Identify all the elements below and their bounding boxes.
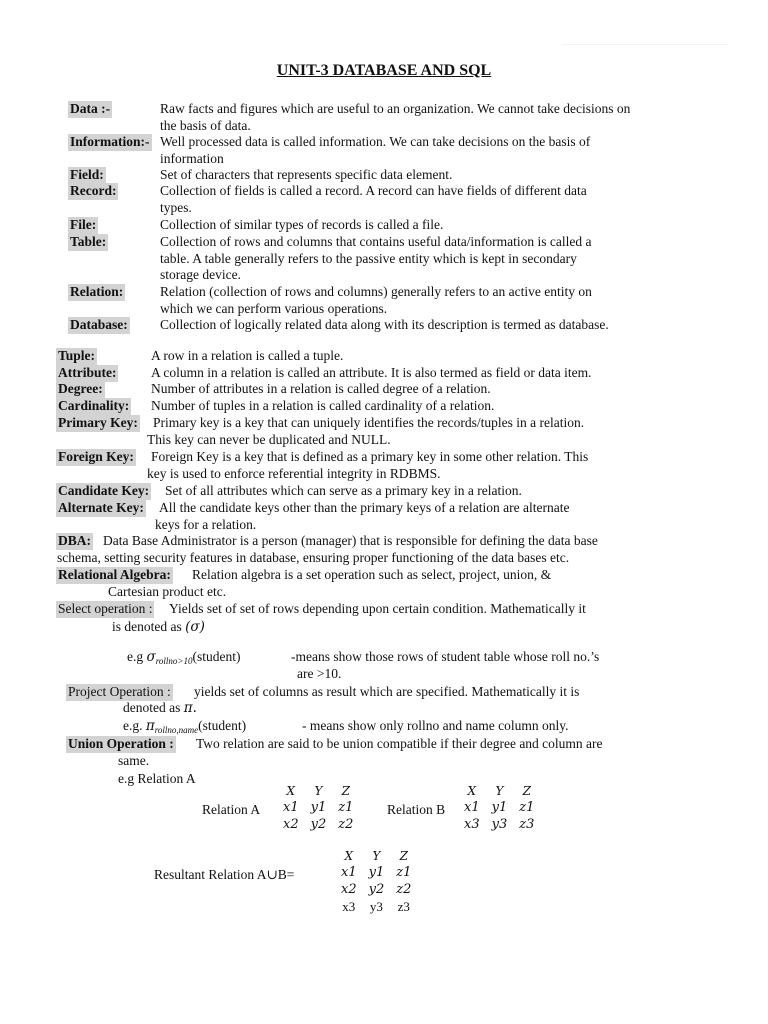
def-foreign-key-2: key is used to enforce referential integrity in RDBMS. [147,466,441,481]
table-cell: x2 [341,882,357,897]
def-dba-1: Data Base Administrator is a person (manager) that is responsible for defining the data base [103,533,598,548]
table-row [277,799,359,816]
table-cell: x1 [341,865,357,880]
def-cardinality: Number of tuples in a relation is called cardinality of a relation. [151,398,495,413]
def-select-text: is denoted as [112,619,182,634]
column-header: Z [522,784,531,798]
table-row [335,864,417,881]
def-dba-2: schema, setting security features in database, ensuring proper functioning of the data bases etc. [57,550,570,565]
relation-a-table [277,783,359,833]
def-line: Collection of logically related data along with its description is termed as database. [160,317,609,332]
def-line: types. [160,199,192,215]
term-select-operation: Select operation : [58,601,153,616]
table-header-row [277,783,359,799]
select-example-desc-1: -means show those rows of student table whose roll no.’s [291,649,600,664]
def-line: Relation (collection of rows and columns) generally refers to an active entity on [160,284,592,299]
table-cell: y1 [491,800,508,815]
table-cell: z1 [396,865,412,880]
term-file: File: [70,217,97,232]
column-header: X [286,784,296,798]
def-foreign-key-1: Foreign Key is a key that is defined as a primary key in some other relation. This [151,449,589,464]
def-line: table. A table generally refers to the passive entity which is kept in secondary [160,250,577,266]
table-row [458,816,540,833]
column-header: Z [341,784,350,798]
column-header: X [344,849,354,863]
def-line: the basis of data. [160,117,251,133]
term-attribute: Attribute: [58,365,117,380]
column-header: X [467,784,477,798]
def-select-1: Yields set of set of rows depending upon certain condition. Mathematically it [169,601,586,616]
column-header: Z [399,849,408,863]
pi-symbol: π [145,718,155,734]
def-candidate-key: Set of all attributes which can serve as a primary key in a relation. [165,483,522,498]
term-union-operation: Union Operation : [68,736,174,751]
def-table [160,234,720,284]
def-degree: Number of attributes in a relation is called degree of a relation. [151,381,491,396]
term-data: Data :- [70,101,111,116]
table-cell: z3 [397,899,410,914]
table-cell: y3 [491,817,508,832]
table-cell: z1 [338,800,354,815]
def-select-2 [112,619,205,636]
relation-b-label: Relation B [387,802,446,817]
select-argument: (student) [192,649,241,664]
table-row [335,881,417,898]
term-database: Database: [70,317,128,332]
def-line: Well processed data is called information. We can take decisions on the basis of [160,134,591,149]
term-cardinality: Cardinality: [58,398,130,413]
project-argument: (student) [198,718,247,733]
term-foreign-key: Foreign Key: [58,449,134,464]
def-project-2 [123,700,197,717]
table-cell: y1 [368,865,385,880]
def-project-1: yields set of columns as result which are specified. Mathematically it is [194,684,580,699]
table-row [458,799,540,816]
def-information [160,134,720,167]
table-header-row [458,783,540,799]
table-cell: x1 [464,800,480,815]
table-cell: y2 [310,817,327,832]
table-row [277,816,359,833]
term-candidate-key: Candidate Key: [58,483,150,498]
page-title: UNIT-3 DATABASE AND SQL [276,62,492,79]
def-primary-key-1: Primary key is a key that can uniquely identifies the records/tuples in a relation. [153,415,585,430]
def-alternate-key-2: keys for a relation. [155,517,257,532]
table-row [335,898,417,916]
sigma-symbol: (σ) [185,619,205,635]
def-attribute: A column in a relation is called an attribute. It is also termed as field or data item. [151,365,592,380]
column-header: Y [495,784,504,798]
column-header: Y [372,849,381,863]
term-field: Field: [70,167,104,182]
def-line: Collection of rows and columns that contains useful data/information is called a [160,234,592,249]
select-example [127,649,240,670]
def-line: information [160,150,224,166]
def-alternate-key-1: All the candidate keys other than the primary keys of a relation are alternate [159,500,570,515]
def-union-1: Two relation are said to be union compatible if their degree and column are [196,736,603,751]
relation-b-table [458,783,540,833]
project-columns: rollno,name [154,725,199,735]
term-tuple: Tuple: [58,348,96,363]
resultant-table [335,848,417,916]
table-cell: x1 [283,800,299,815]
table-header-row [335,848,417,864]
def-line: Set of characters that represents specific data element. [160,167,453,182]
faint-rule [562,44,728,45]
term-primary-key: Primary Key: [58,415,138,430]
eg-label: e.g. [123,718,143,733]
term-table: Table: [70,234,107,249]
def-database [160,317,720,334]
table-cell: y1 [310,800,327,815]
term-record: Record: [70,183,117,198]
table-cell: z2 [396,882,412,897]
def-tuple: A row in a relation is called a tuple. [151,348,344,363]
term-relational-algebra: Relational Algebra: [58,567,171,582]
def-field [160,167,720,184]
term-degree: Degree: [58,381,103,396]
def-relational-algebra-1: Relation algebra is a set operation such as select, project, union, & [192,567,552,582]
eg-label: e.g [127,649,144,664]
sigma-symbol: σ [146,649,156,665]
def-line: Collection of fields is called a record. A record can have fields of different data [160,183,587,198]
column-header: Y [314,784,323,798]
def-data [160,101,720,134]
def-union-2: same. [118,753,150,768]
project-example-desc: - means show only rollno and name column only. [302,718,569,733]
resultant-label: Resultant Relation A∪B= [154,867,295,882]
table-cell: z2 [338,817,354,832]
term-relation: Relation: [70,284,124,299]
def-relational-algebra-2: Cartesian product etc. [108,584,227,599]
def-relation [160,284,720,317]
term-dba: DBA: [58,533,91,548]
table-cell: x2 [283,817,299,832]
def-primary-key-2: This key can never be duplicated and NULL. [147,432,391,447]
table-cell: x3 [342,899,356,914]
union-example-label: e.g Relation A [118,771,196,786]
select-condition: rollno>10 [155,656,193,666]
table-cell: z3 [519,817,535,832]
def-record [160,183,720,216]
table-cell: y3 [369,899,383,914]
def-line: Collection of similar types of records is called a file. [160,217,444,232]
table-cell: x3 [464,817,480,832]
table-cell: y2 [368,882,385,897]
def-line: Raw facts and figures which are useful to an organization. We cannot take decisions on [160,101,631,116]
def-project-text: denoted as [123,700,181,715]
select-example-desc-2: are >10. [297,666,342,681]
pi-symbol: π. [183,700,197,716]
term-alternate-key: Alternate Key: [58,500,144,515]
term-project-operation [66,684,173,701]
def-line: which we can perform various operations. [160,300,388,316]
def-line: storage device. [160,267,241,282]
term-information: Information:- [70,134,150,149]
def-file [160,217,720,234]
table-cell: z1 [519,800,535,815]
term-project-label: Project Operation : [68,684,171,699]
relation-a-label: Relation A [202,802,261,817]
